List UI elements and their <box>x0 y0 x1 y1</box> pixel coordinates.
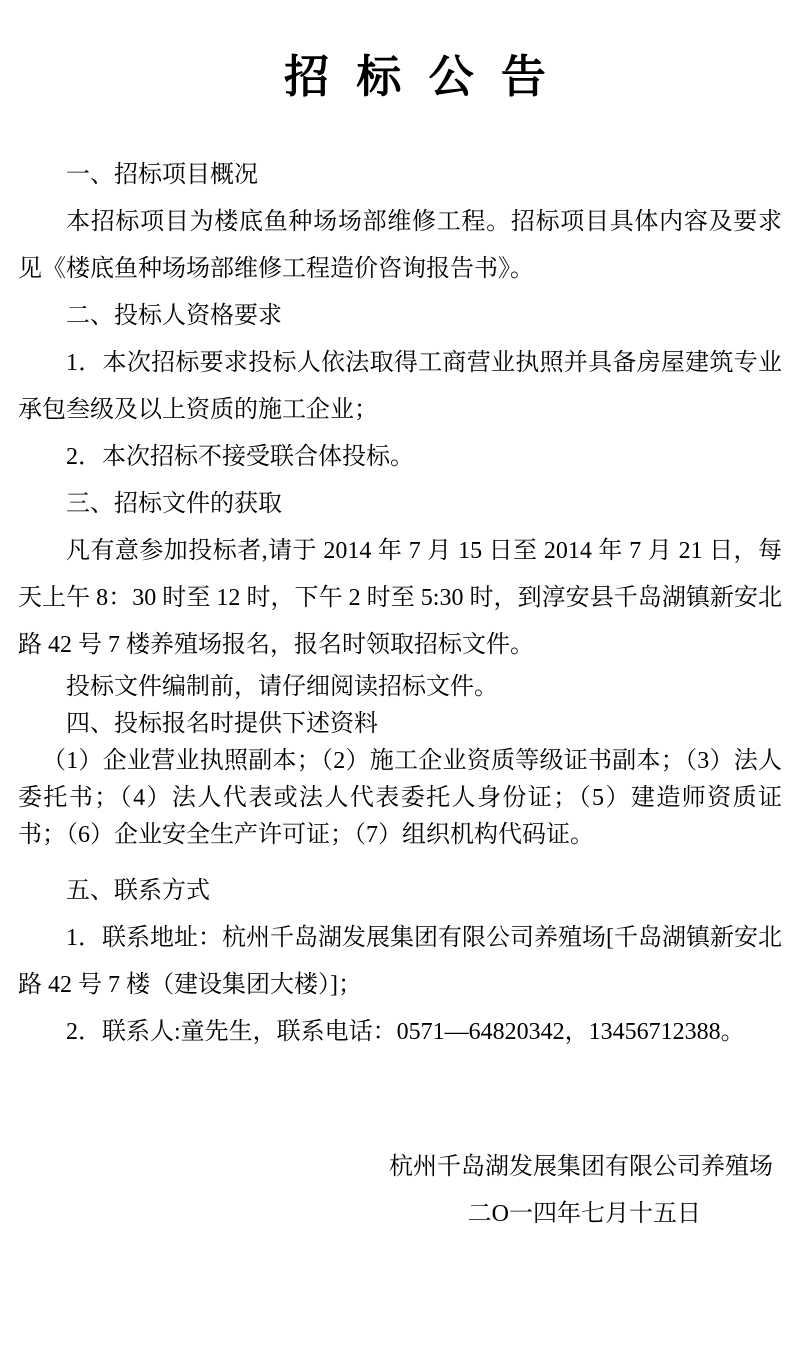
section-5-heading: 五、联系方式 <box>66 878 210 904</box>
section-1-heading: 一、招标项目概况 <box>66 162 258 188</box>
section-2-item-2: 2．本次招标不接受联合体投标。 <box>66 444 414 470</box>
section-2-heading: 二、投标人资格要求 <box>66 303 282 329</box>
section-5-item-2: 2．联系人:童先生，联系电话：0571—64820342，13456712388。 <box>66 1019 745 1045</box>
section-1-body: 本招标项目为楼底鱼种场场部维修工程。招标项目具体内容及要求见《楼底鱼种场场部维修工程造价咨询报告书》。 <box>18 209 782 282</box>
document-title: 招 标 公 告 <box>284 52 554 102</box>
signature-block <box>18 1144 782 1238</box>
section-4-body: （1）企业营业执照副本；（2）施工企业资质等级证书副本；（3）法人委托书；（4）法人代表或法人代表委托人身份证；（5）建造师资质证书；（6）企业安全生产许可证；（7）组织机构代码证。 <box>18 748 782 848</box>
section-3-note: 投标文件编制前，请仔细阅读招标文件。 <box>66 674 498 700</box>
signature-date: 二O一四年七月十五日 <box>467 1201 701 1227</box>
section-5-item-1: 1．联系地址：杭州千岛湖发展集团有限公司养殖场[千岛湖镇新安北路 42 号 7 楼（建设集团大楼）]； <box>18 925 782 998</box>
section-3-heading: 三、招标文件的获取 <box>66 491 282 517</box>
signature-organization: 杭州千岛湖发展集团有限公司养殖场 <box>389 1154 773 1180</box>
section-4-heading: 四、投标报名时提供下述资料 <box>66 711 378 737</box>
section-2-item-1: 1．本次招标要求投标人依法取得工商营业执照并具备房屋建筑专业承包叁级及以上资质的施工企业； <box>18 350 782 423</box>
section-3-body: 凡有意参加投标者,请于 2014 年 7 月 15 日至 2014 年 7 月 21 日，每天上午 8：30 时至 12 时，下午 2 时至 5:30 时，到淳安县千岛湖镇新安北路 42 号 7 楼养殖场报名，报名时领取招标文件。 <box>18 538 782 658</box>
